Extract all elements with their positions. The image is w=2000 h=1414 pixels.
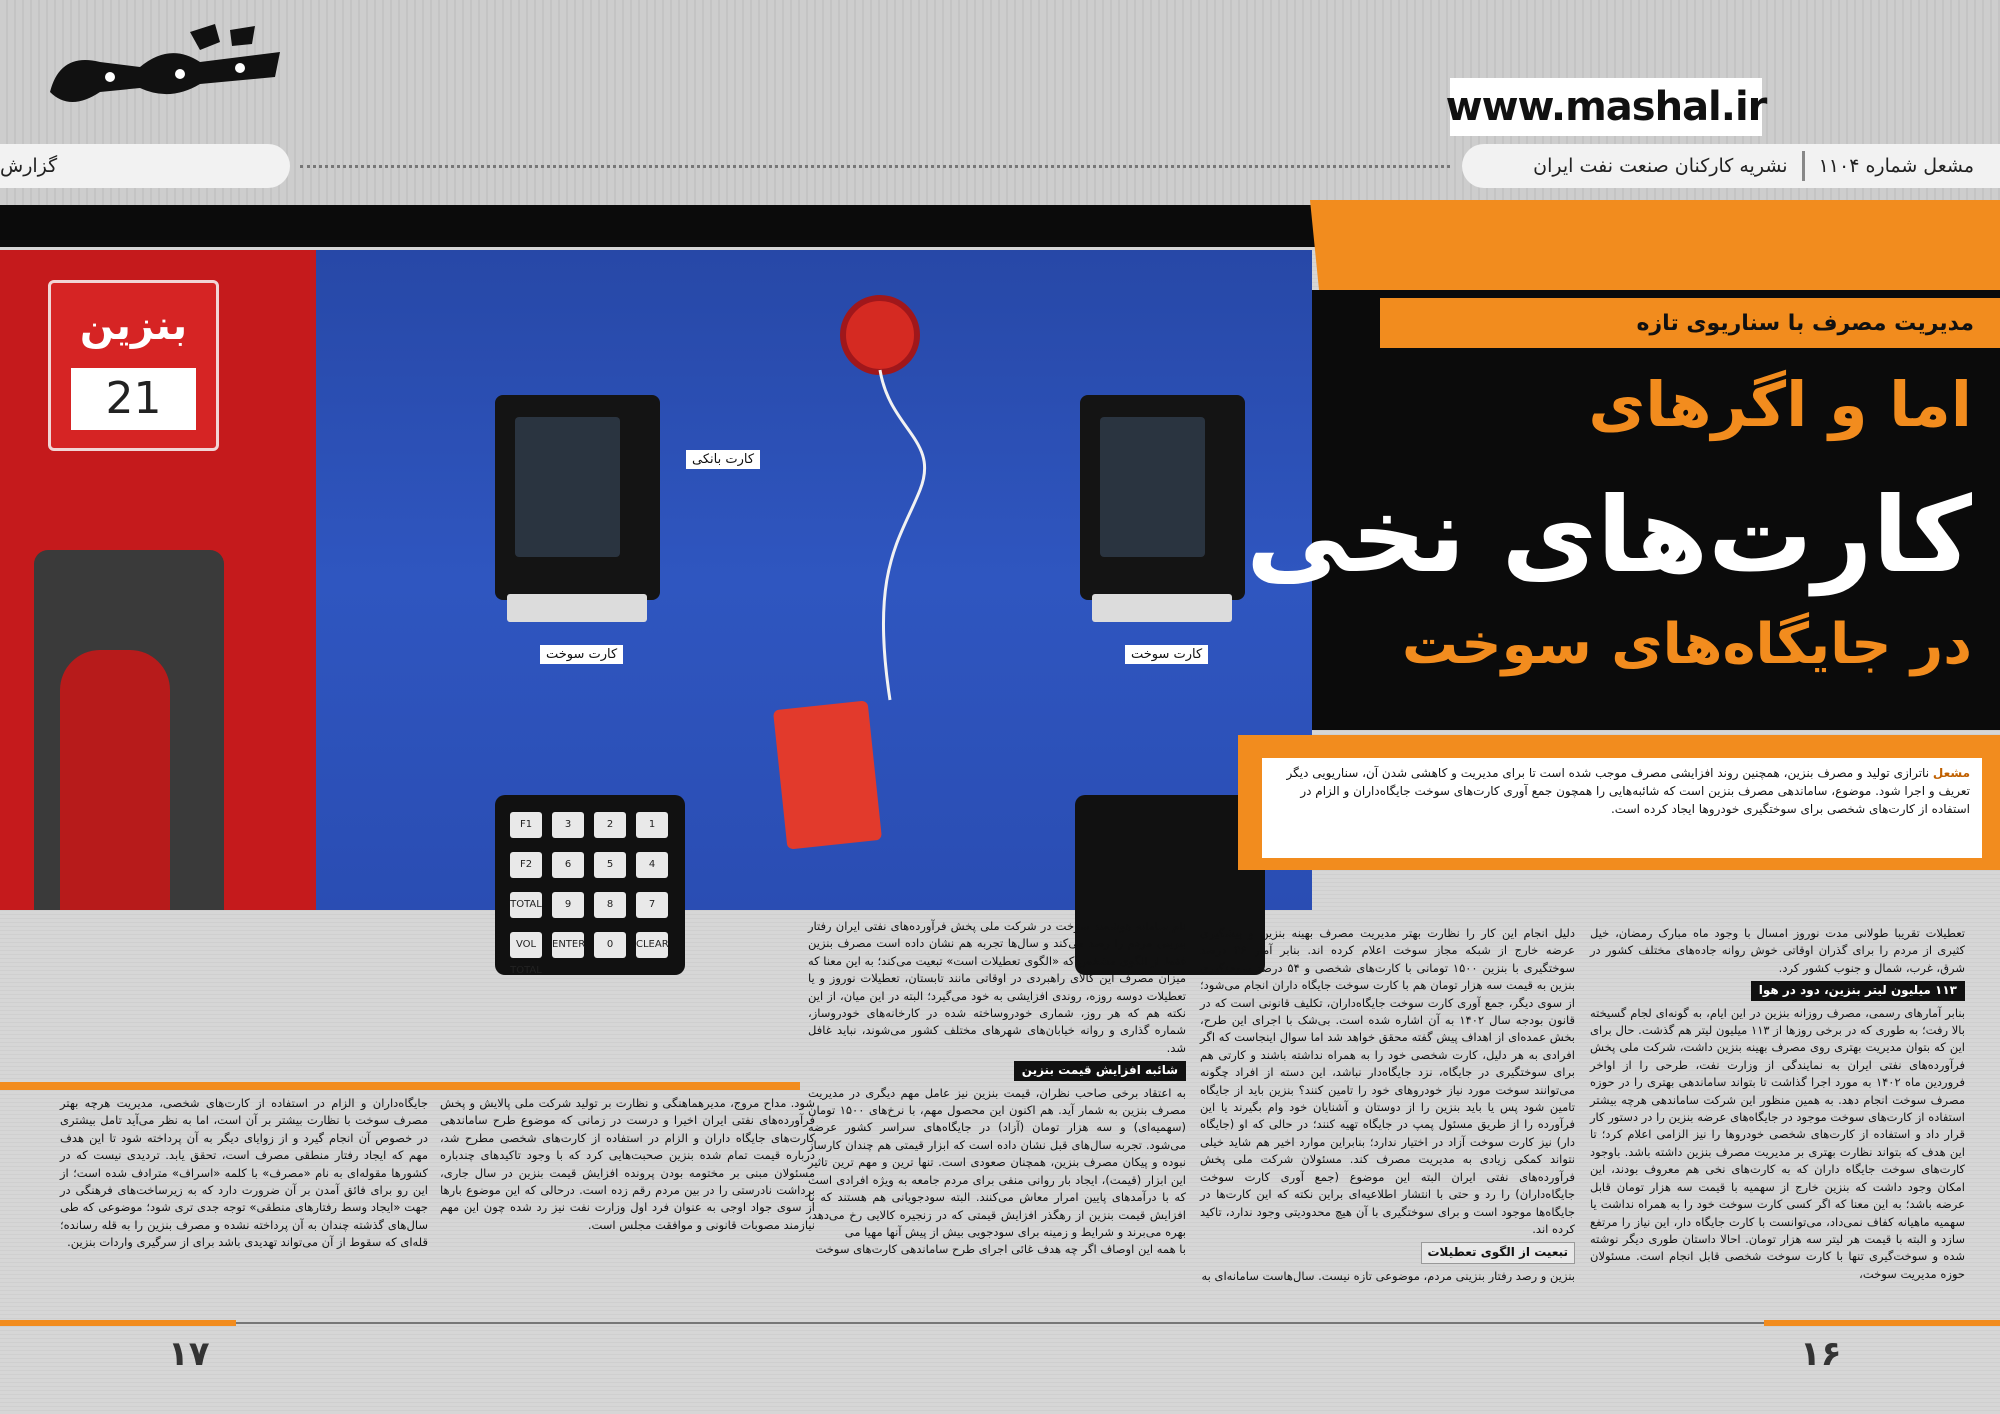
issue-pill [1462,144,2000,188]
card-reader-left [495,395,660,600]
column-3 [808,918,1186,1308]
keypad-key: CLEAR [636,932,668,958]
keypad-key: 3 [552,812,584,838]
keypad-key: 0 [594,932,626,958]
kicker: مدیریت مصرف با سناریوی تازه [1636,310,1974,336]
page-number-right: ۱۶ [1800,1334,1842,1374]
keypad-key: 1 [636,812,668,838]
publication-name: نشریه کارکنان صنعت نفت ایران [1533,155,1788,177]
keypad-key: 9 [552,892,584,918]
column-5 [60,1095,428,1315]
keypad-key: 4 [636,852,668,878]
card-slot [1092,594,1232,622]
lead-text-box [1262,758,1982,858]
hero-photo [0,250,1312,976]
column-2-subheading: تبعیت از الگوی تعطیلات [1421,1242,1576,1263]
column-2-paragraph-1: دلیل انجام این کار را نظارت بهتر مدیریت مصرف بهینه بنزین و پیشگیری عرضه خارج از شبکه مجاز سوخت اعلام کرده اند. بنابر آمار ۴۶ درصد سوختگیری با بنزین ۱۵۰۰ تومانی با کارت‌های شخصی و ۵۴ درصد سوختگیری بنزین به قیمت سه هزار تومان هم با کارت سوخت جایگاه داران انجام می‌شود؛ از سوی دیگر، جمع آوری کارت سوخت جایگاه‌داران، تکلیف قانونی است که در قانون بودجه سال ۱۴۰۲ به آن اشاره شده است. بی‌شک با اجرای این طرح، بخش عمده‌ای از اهداف پیش گفته محقق خواهد شد اما سوال اینجاست که اگر افرادی به هر دلیل، کارت شخصی خود را به همراه نداشته باشند و کارتی هم برای سوختگیری در جایگاه، نزد جایگاه‌دار نباشد، این دسته از افراد چگونه می‌توانند سوخت مورد نیاز خودروهای خود را تامین کنند؟ بنزین باید از جایگاه تامین شود پس یا باید بنزین را از دوستان و آشنایان خود وام بگیرند یا این فرآورده را از طریق مسئول پمپ در جایگاه تهیه کنند؛ در حالی که او (جایگاه دار) نیز کارت سوخت آزاد در اختیار ندارد؛ بنابراین موارد اخیر هم شاید خیلی نتواند کمکی زیادی به مدیریت مصرف کند. مسئولان شرکت ملی پخش فرآورده‌های نفتی ایران البته این موضوع (جمع آوری کارت سوخت جایگاه‌داران) را رد و حتی با انتشار اطلاعیه‌ای براین نکته که این کارت‌ها در جایگاه‌ها موجود است و برای سوختگیری با آن هیچ محدودیتی وجود ندارد، تاکید کرده اند. [1200,926,1575,1236]
lead-tag: مشعل [1932,766,1970,780]
header-dotted-line [300,165,1450,168]
reader-screen [1100,417,1205,557]
keypad-key: F2 [510,852,542,878]
website-url[interactable]: www.mashal.ir [1450,78,1762,136]
keypad-key: 5 [594,852,626,878]
card-slot [507,594,647,622]
card-reader-right [1080,395,1245,600]
pill-separator [1802,151,1805,181]
page-number-left: ۱۷ [168,1334,210,1374]
column-1-subheading: ۱۱۳ میلیون لیتر بنزین، دود در هوا [1751,981,1965,1000]
keypad-key: 2 [594,812,626,838]
keypad-key: 7 [636,892,668,918]
mashal-logo [40,22,290,122]
keypad-key: VOL TOTAL [510,932,542,958]
column-3-paragraph-3: با همه این اوصاف اگر چه هدف غائی اجرای طرح ساماندهی کارت‌های سوخت [815,1242,1186,1257]
reader-screen [515,417,620,557]
keypad-key: F1 [510,812,542,838]
bank-card-label: کارت بانکی [686,450,760,469]
title-line-3: در جایگاه‌های سوخت [1401,612,1972,677]
keypad-key: 6 [552,852,584,878]
lead-text: ناترازی تولید و مصرف بنزین، همچنین روند افزایشی مصرف موجب شده است تا برای مدیریت و کاهشی شدن آن، سناریویی دیگر تعریف و اجرا شود. موضوع، ساماندهی مصرف بنزین است که شائبه‌هایی را همچون جمع آوری کارت‌های سوخت جایگاه‌داران و الزام در استفاده از کارت‌های شخصی برای سوختگیری خودروها ایجاد کرده است. [1286,766,1970,816]
orange-divider-left [0,1082,800,1090]
column-1-paragraph-1: تعطیلات تقریبا طولانی مدت نوروز امسال با وجود ماه مبارک رمضان، خیل کثیری از مردم را برای گذران اوقاتی خوش روانه جاده‌های مختلف کشور در شرق، غرب، شمال و جنوب کشور کرد. [1590,926,1965,975]
pump-body [0,250,316,910]
kicker-bar [1380,298,2000,348]
card-string [830,370,950,710]
column-3-paragraph-2: به اعتقاد برخی صاحب نظران، قیمت بنزین نیز عامل مهم دیگری در مدیریت مصرف بنزین به شمار آید. هم اکنون این محصول مهم، با نرخ‌های ۱۵۰۰ تومان (سهمیه‌ای) و سه هزار تومان (آزاد) در جایگاه‌های سراسر کشور عرضه می‌شود. تجربه سال‌های قبل نشان داده است که ابزار قیمتی هم چندان کارساز نبوده و پیکان مصرف بنزین، همچنان صعودی است. تنها ترین و مهم ترین تاثیر این ابزار (قیمت)، ایجاد بار روانی منفی برای مردم جامعه به ویژه افرادی است که با درآمدهای پایین امرار معاش می‌کنند. البته سودجویانی هم هستند که با افزایش قیمت بنزین از رهگذر افزایش قیمتی که در زنجیره کالایی رخ می‌دهد، بهره می‌برند و شرایط و زمینه برای سودجویی بیش از پیش آنها مهیا می [808,1085,1186,1239]
column-1-paragraph-2: بنابر آمارهای رسمی، مصرف روزانه بنزین در این ایام، به گونه‌ای لجام گسیخته بالا رفت؛ به طوری که در برخی روزها از ۱۱۳ میلیون لیتر هم گذشت. حال برای این که بتوان مدیریت بهتری روی مصرف بهینه بنزین داشت، شرکت ملی پخش فرآورده‌های نفتی ایران به نمایندگی از وزارت نفت، طرحی را از اواخر فروردین ماه ۱۴۰۲ به مورد اجرا گذاشت تا بتواند ساماندهی بهتری را در حوزه مصرف سوخت انجام دهد. به همین منظور این شرکت ساماندهی هرچه بیشتر استفاده از کارت‌های سوخت موجود در جایگاه‌های عرضه بنزین را در دستور کار قرار داد و استفاده از کارت‌های شخصی خودروها را نیز الزامی اعلام کرد؛ تا این هدف که بتواند نظارت بهتری بر مدیریت مصرف بنزین داشته باشد. باوجود کارت‌های سوخت جایگاه داران که به کارت‌های نخی هم معروف بودند، این امکان وجود داشت که بنزین خارج از سهمیه با قیمت سه هزار تومان قابل عرضه باشد؛ به این معنا که اگر کسی کارت سوخت خود را به همراه نداشت یا سهمیه ماهیانه کفاف نمی‌داد، می‌توانست با کارت جایگاه دار، این نیاز را مرتفع سازد و البته با قیمت هر لیتر سه هزار تومان. احالا داستان طوری دیگر نوشته شده و سوخت‌گیری تنها با کارت سوخت شخصی قابل انجام است. مسئولان حوزه مدیریت سوخت، [1590,1005,1966,1281]
title-line-2: کارت‌های نخی [1246,474,1972,596]
footer-rule [0,1318,2000,1326]
column-2-paragraph-2: بنزین و رصد رفتار بنزینی مردم، موضوعی تازه نیست. سال‌هاست سامانه‌ای به [1201,1268,1575,1283]
column-4 [440,1095,815,1315]
column-4-paragraph-1: شود. مداح مروج، مدیرهماهنگی و نظارت بر تولید شرکت ملی پالایش و پخش فرآورده‌های نفتی ایران اخیرا و درست در زمانی که موضوع طرح ساماندهی کارت‌های جایگاه داران و الزام در استفاده از کارت‌های شخصی مطرح شد، درباره قیمت تمام شده بنزین صحبت‌هایی کرد که با وجود تاکیدهای چندباره مسئولان مبنی بر مختومه بودن پرونده افزایش قیمت بنزین در سال جاری، برداشت نادرستی را در بین مردم رقم زده است. درحالی که این موضوع بارها از سوی جواد اوجی به عنوان فرد اول وزارت نفت نیز رد شده چون این مهم نیازمند مصوبات قانونی و موافقت مجلس است. [440,1096,815,1232]
gasoline-sign-text: بنزین [79,303,188,349]
fuel-card [773,700,882,849]
column-3-paragraph-1: نام سامانه هوشمند سوخت در شرکت ملی پخش فرآورده‌های نفتی ایران رفتار بنزینی مردم را رصد می‌کند و سال‌ها تجربه هم نشان داده است مصرف بنزین فقط از الگوی مشخص که «الگوی تعطیلات است» تبعیت می‌کند؛ به این معنا که میزان مصرف این کالای راهبردی در اوقاتی مانند تابستان، تعطیلات نوروز و یا تعطیلات دوسه روزه، روندی افزایشی به خود می‌گیرد؛ البته در این میان، از این نکته هم که هر روز، شماری خودروساخته شده در کارخانه‌های خودروساز، شماره گذاری و روانه خیابان‌های شهرهای مختلف کشور می‌شوند، نباید غافل شد. [808,919,1186,1055]
column-1 [1590,925,1965,1305]
column-5-paragraph-1: جایگاه‌داران و الزام در استفاده از کارت‌های شخصی، مدیریت هرچه بهتر مصرف سوخت با نظارت بیشتر بر آن است، اما به نظر می‌آید تامل بیشتری در خصوص آن انجام گیرد و از زوایای دیگر به آن پرداخته شود تا این هدف مهم که ایجاد رفتار منطقی مصرف است، تحقق یابد. تردیدی نیست که در کشورها مقوله‌ای به نام «مصرف» با کلمه «اسراف» مترادف شده است؛ از این رو برای فائق آمدن بر آن ضرورت دارد که به زیرساخت‌های فرهنگی در جهت «ایجاد وسط رفتارهای منطقی» توجه جدی تری شود؛ موضوعی که طی سال‌های گذشته چندان به آن پرداخته نشده و مصرف بنزین را به قله رسانده؛ قله‌ای که سقوط از آن می‌تواند تهدیدی باشد برای از سرگیری واردات بنزین. [60,1096,428,1250]
section-pill [0,144,290,188]
gasoline-sign [48,280,219,451]
emergency-button [840,295,920,375]
fuel-hose [60,650,170,910]
issue-number: مشعل شماره ۱۱۰۴ [1818,155,1974,177]
column-2 [1200,925,1575,1305]
keypad-key: 8 [594,892,626,918]
fuel-card-label-right: کارت سوخت [1125,645,1208,664]
section-label: گزارش [0,155,58,177]
gasoline-sign-number: 21 [71,368,196,430]
keypad-key: ENTER [552,932,584,958]
column-3-subheading: شائبه افزایش قیمت بنزین [1014,1061,1186,1080]
keypad-key: TOTAL [510,892,542,918]
title-line-1: اما و اگرهای [1588,368,1972,441]
fuel-card-label-left: کارت سوخت [540,645,623,664]
